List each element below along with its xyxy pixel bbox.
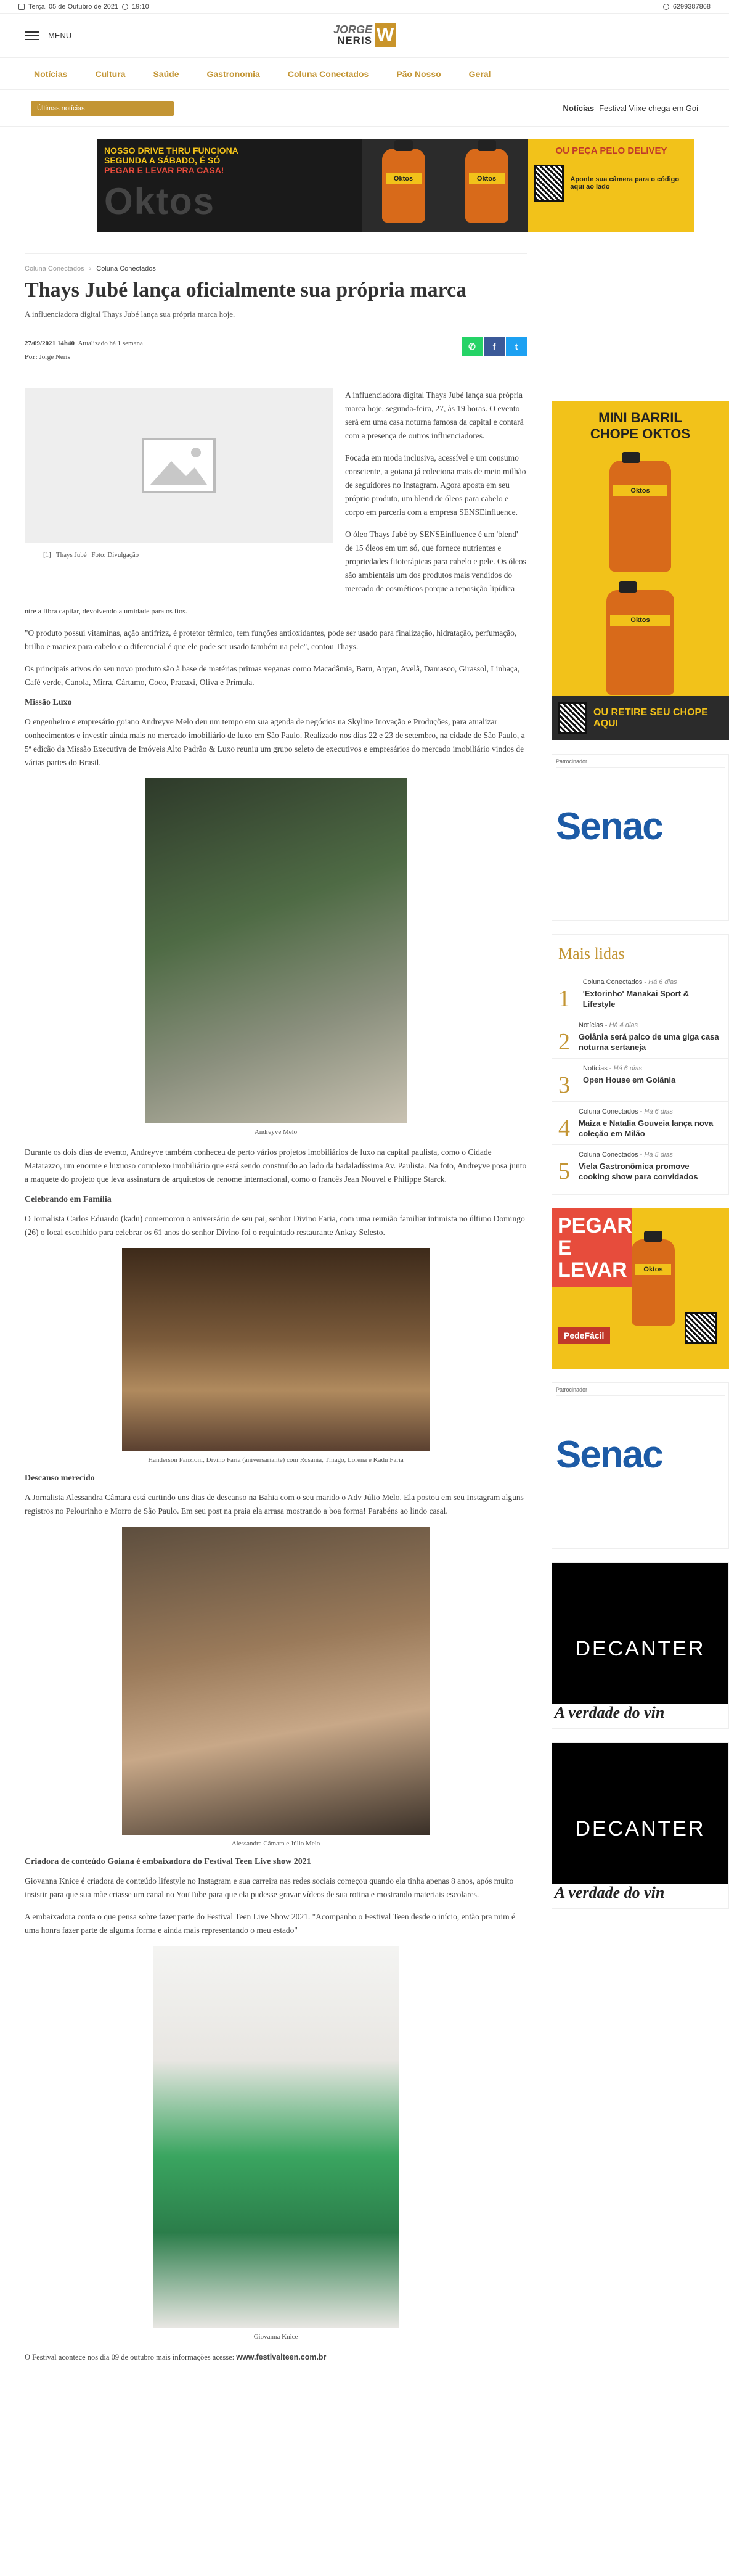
clock-icon xyxy=(122,4,128,10)
beer-keg-image: Oktos xyxy=(465,149,508,223)
beer-keg-image: Oktos xyxy=(609,461,671,572)
senac-logo: Senac xyxy=(556,1434,662,1476)
photo-giovanna xyxy=(25,1946,527,2340)
decanter-logo: DECANTER xyxy=(575,1637,706,1660)
most-read-title: Mais lidas xyxy=(552,941,728,972)
photo-couple xyxy=(25,1527,527,1847)
photo-caption: Handerson Panzioni, Divino Faria (aniversariante) com Rosania, Thiago, Lorena e Kadu Faria xyxy=(148,1456,404,1464)
image-icon xyxy=(142,438,216,493)
most-read-item[interactable]: 1 Coluna Conectados - Há 6 dias 'Extorinho' Manakai Sport & Lifestyle xyxy=(552,972,728,1015)
phone-number[interactable]: 6299387868 xyxy=(672,2,711,10)
calendar-icon xyxy=(18,4,25,10)
paragraph: O óleo Thays Jubé by SENSEinfluence é um 'blend' de 15 óleos em um só, que fornece nutrientes e propriedades fitoterápicas para cabelo e pele. Os óleos são ambientais um dos produtos mais vendidos do mercado de cosméticos porque a reposição lipídica xyxy=(345,530,526,593)
sponsor-senac[interactable] xyxy=(552,1382,729,1549)
section-heading: Descanso merecido xyxy=(25,1474,95,1483)
paragraph: Os principais ativos do seu novo produto são à base de matérias primas veganas como Macadâmia, Baru, Argan, Avelã, Damasco, Girassol, Linhaça, Café verde, Canola, Mirra, Cártamo, Coco, Pracaxi, Oliva e Prímula. xyxy=(25,664,520,687)
article-lead: A influenciadora digital Thays Jubé lança sua própria marca hoje. xyxy=(25,310,235,319)
ad-line-2: SEGUNDA A SÁBADO, É SÓ xyxy=(104,155,221,165)
most-read-box xyxy=(552,934,729,1195)
sidebar-ad-decanter[interactable] xyxy=(552,1562,729,1729)
ticker-headline[interactable]: Festival Viixe chega em Goi xyxy=(599,104,698,113)
qr-code-icon xyxy=(558,702,587,734)
beer-keg-image: Oktos xyxy=(632,1239,675,1326)
qr-code-icon xyxy=(685,1312,717,1344)
most-read-item[interactable]: 2 Notícias - Há 4 dias Goiânia será palco de uma giga casa noturna sertaneja xyxy=(552,1015,728,1059)
ad-line-3: PEGAR E LEVAR PRA CASA! xyxy=(104,165,224,175)
paragraph: O engenheiro e empresário goiano Andreyve Melo deu um tempo em sua agenda de negócios na Skyline Inovação e Produções, para atualizar conhecimentos e investir ainda mais no mercado imobiliário de luxo em São Paulo. Realizado nos dias 22 e 23 de setembro, na cidade de São Paulo, a 5ª edição da Missão Executiva de Imóveis Alto Padrão & Luxo reuniu um grupo seleto de executivos e empresários do mercado imobiliário vindos de várias partes do Brasil. xyxy=(25,717,525,767)
news-ticker xyxy=(0,90,729,127)
most-read-item[interactable]: 4 Coluna Conectados - Há 6 dias Maiza e Natalia Gouveia lança nova coleção em Milão xyxy=(552,1102,728,1145)
image-number: [1] xyxy=(43,551,51,559)
breadcrumb-item[interactable]: Coluna Conectados xyxy=(96,265,156,273)
ad-line-1: NOSSO DRIVE THRU FUNCIONA xyxy=(104,146,238,155)
paragraph: A embaixadora conta o que pensa sobre fazer parte do Festival Teen Live Show 2021. "Acompanho o Festival Teen desde o início, então pra mim é uma honra fazer parte de alguma forma e ainda mais representando o meu estado" xyxy=(25,1912,516,1935)
paragraph: ntre a fibra capilar, devolvendo a umidade para os fios. xyxy=(25,607,187,615)
whatsapp-icon xyxy=(663,4,669,10)
nav-item-pao-nosso[interactable]: Pão Nosso xyxy=(396,68,441,79)
section-heading: Celebrando em Família xyxy=(25,1195,112,1204)
ad-right-text: Aponte sua câmera para o código aqui ao lado xyxy=(570,176,680,191)
photo-image xyxy=(153,1946,399,2328)
nav-item-geral[interactable]: Geral xyxy=(468,68,491,79)
menu-button[interactable] xyxy=(25,31,71,40)
photo-image xyxy=(122,1527,430,1835)
paragraph: A Jornalista Alessandra Câmara está curtindo uns dias de descanso na Bahia com o seu marido o Adv Júlio Melo. Ela postou em seu Instagram alguns registros no Pelourinho e Morro de São Paulo. Em seu post na praia ela arrasa mostrando a boa forma! Parabéns ao lindo casal. xyxy=(25,1493,524,1516)
qr-code-icon xyxy=(534,165,564,202)
facebook-icon: f xyxy=(492,342,496,351)
paragraph: O Festival acontece nos dia 09 de outubro mais informações acesse: xyxy=(25,2353,235,2361)
festival-link[interactable]: www.festivalteen.com.br xyxy=(236,2353,327,2361)
most-read-item[interactable]: 5 Coluna Conectados - Há 5 dias Viela Gastronômica promove cooking show para convidados xyxy=(558,1151,698,1184)
article-date: 27/09/2021 14h40 xyxy=(25,340,75,347)
paragraph: A influenciadora digital Thays Jubé lança sua própria marca hoje, segunda-feira, 27, às 19 horas. O evento será em uma casa noturna famosa da capital e contará com a presença de outros influenciadores. xyxy=(345,390,524,440)
share-facebook-button[interactable] xyxy=(484,337,505,356)
site-logo[interactable] xyxy=(333,23,396,47)
photo-family xyxy=(25,1248,527,1464)
breadcrumb: Coluna Conectados › Coluna Conectados xyxy=(25,253,527,279)
current-time: 19:10 xyxy=(132,2,149,10)
hamburger-icon xyxy=(25,31,39,40)
whatsapp-icon: ✆ xyxy=(468,341,476,351)
top-banner-ad[interactable] xyxy=(97,139,694,232)
decanter-slogan: A verdade do vin xyxy=(552,1884,728,1908)
ad-right-title: OU PEÇA PELO DELIVEY xyxy=(555,146,667,156)
sponsor-label: Patrocinador xyxy=(556,1387,725,1396)
nav-item-coluna-conectados[interactable]: Coluna Conectados xyxy=(287,68,369,79)
paragraph: Giovanna Knice é criadora de conteúdo lifestyle no Instagram e sua carreira nas redes sociais começou quando ela tinha apenas 8 anos, após muito insistir para que sua mãe criasse um canal no YouTube para que ela pudesse gravar vídeos de sua rotina e mostrando materiais escolares. xyxy=(25,1876,514,1899)
sidebar-ad-oktos[interactable] xyxy=(552,401,729,740)
most-read-item[interactable]: 3 Notícias - Há 6 dias Open House em Goiânia xyxy=(552,1059,728,1102)
site-header xyxy=(0,14,729,58)
photo-image xyxy=(145,778,407,1123)
article-title: Thays Jubé lança oficialmente sua própria marca xyxy=(25,279,467,301)
article-updated: Atualizado há 1 semana xyxy=(78,340,143,347)
senac-logo: Senac xyxy=(556,805,662,848)
beer-keg-image: Oktos xyxy=(382,149,425,223)
photo-caption: Giovanna Knice xyxy=(253,2333,298,2340)
photo-image xyxy=(122,1248,430,1451)
logo-top: JORGE xyxy=(333,23,373,36)
decanter-slogan: A verdade do vin xyxy=(552,1704,728,1728)
section-heading: Criadora de conteúdo Goiana é embaixadora do Festival Teen Live show 2021 xyxy=(25,1857,311,1866)
ad-brand: Oktos xyxy=(104,181,216,222)
nav-item-cultura[interactable]: Cultura xyxy=(95,68,126,79)
sidebar xyxy=(552,241,729,2373)
author-name[interactable]: Jorge Neris xyxy=(39,353,70,361)
share-twitter-button[interactable] xyxy=(506,337,527,356)
photo-caption: Andreyve Melo xyxy=(254,1128,298,1136)
ad-footer: OU RETIRE SEU CHOPE AQUI xyxy=(593,707,708,729)
paragraph: Durante os dois dias de evento, Andreyve também conheceu de perto vários projetos imobiliários de luxo na capital paulista, como o Cidade Matarazzo, um enorme e luxuoso complexo imobiliário que está sendo construído ao lado da badaladíssima Av. Paulista. Na foto, Andreyve posa junto a maquete do projeto que leva assinatura de arquitetos de renome internacional, como o francês Jean Nouvel e Philippe Starck. xyxy=(25,1147,527,1184)
logo-bottom: NERIS xyxy=(337,35,373,46)
ticker-category: Notícias xyxy=(563,104,595,113)
share-whatsapp-button[interactable] xyxy=(462,337,483,356)
image-caption: Thays Jubé | Foto: Divulgação xyxy=(55,551,139,559)
top-bar xyxy=(0,0,729,14)
ticker-label: Últimas notícias xyxy=(31,101,174,116)
ad-title: PEGAR E LEVAR xyxy=(552,1208,632,1287)
nav-item-gastronomia[interactable]: Gastronomia xyxy=(206,68,260,79)
nav-item-noticias[interactable]: Notícias xyxy=(34,68,68,79)
paragraph: Focada em moda inclusiva, acessível e um consumo consciente, a goiana já coleciona mais de meio milhão de seguidores no Instagram. Agora aposta em seu próprio produto, um blend de óleos para cabelo e corpo em parceria com a empresa SENSEinfluence. xyxy=(345,453,526,517)
sponsor-senac[interactable] xyxy=(552,754,729,921)
current-date: Terça, 05 de Outubro de 2021 xyxy=(28,2,119,10)
decanter-logo: DECANTER xyxy=(575,1817,706,1840)
section-heading: Missão Luxo xyxy=(25,698,72,707)
article xyxy=(0,241,527,2373)
twitter-icon: t xyxy=(515,342,518,351)
breadcrumb-item[interactable]: Coluna Conectados xyxy=(25,265,84,273)
pedefacil-logo: PedeFácil xyxy=(558,1327,610,1344)
ad-title: MINI BARRIL CHOPE OKTOS xyxy=(590,410,691,441)
author-label: Por: xyxy=(25,353,38,361)
main-nav xyxy=(0,58,729,90)
logo-mark: W xyxy=(375,23,396,47)
photo-andreyve xyxy=(25,778,527,1136)
image-placeholder xyxy=(25,388,333,543)
sidebar-ad-decanter[interactable] xyxy=(552,1742,729,1909)
sponsor-label: Patrocinador xyxy=(556,758,725,768)
menu-label: MENU xyxy=(48,31,72,40)
main-image-figure xyxy=(25,388,333,604)
paragraph: "O produto possui vitaminas, ação antifrizz, é protetor térmico, tem funções antioxidantes, pode ser usado para finalização, hidratação, perfumação, brilho e maciez para cabelo e o diferencial é que ele pode ser usado também na pele", contou Thays. xyxy=(25,628,517,651)
photo-caption: Alessandra Câmara e Júlio Melo xyxy=(231,1840,320,1847)
paragraph: O Jornalista Carlos Eduardo (kadu) comemorou o aniversário de seu pai, senhor Divino Faria, com uma reunião familiar intimista no último Domingo (26) o local escolhido para celebrar os 61 anos do senhor Divino foi o requintado restaurante Ankay Selesto. xyxy=(25,1214,525,1237)
nav-item-saude[interactable]: Saúde xyxy=(153,68,179,79)
sidebar-ad-pedefacil[interactable] xyxy=(552,1208,729,1369)
beer-keg-image: Oktos xyxy=(606,590,674,695)
